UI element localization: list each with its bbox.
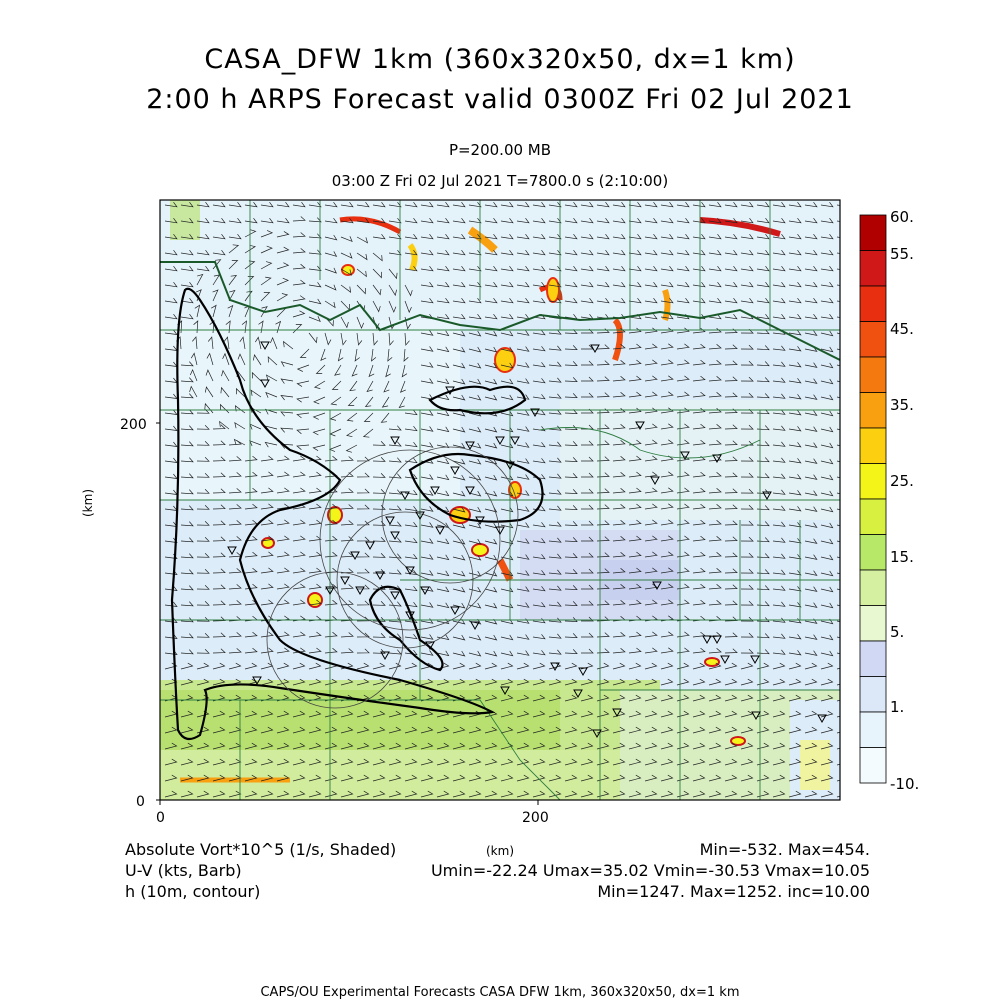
y-tick-label: 0 — [136, 794, 145, 810]
colorbar-swatch — [860, 748, 886, 784]
credit-line: CAPS/OU Experimental Forecasts CASA DFW 1km, 360x320x50, dx=1 km — [260, 985, 740, 1000]
legend-field1: Absolute Vort*10^5 (1/s, Shaded) — [125, 840, 397, 859]
colorbar-swatch — [860, 570, 886, 606]
colorbar-label: 35. — [890, 396, 914, 414]
valid-time-label: 03:00 Z Fri 02 Jul 2021 T=7800.0 s (2:10:00) — [331, 172, 669, 190]
figure-title-line1: CASA_DFW 1km (360x320x50, dx=1 km) — [204, 44, 796, 75]
colorbar-swatch — [860, 712, 886, 748]
x-tick-label: 200 — [522, 810, 549, 826]
colorbar-label: 25. — [890, 472, 914, 490]
colorbar-label: 60. — [890, 208, 914, 226]
colorbar-swatch — [860, 535, 886, 571]
pressure-level-label: P=200.00 MB — [448, 141, 552, 159]
legend-field3: h (10m, contour) — [125, 882, 261, 901]
x-axis-units: (km) — [486, 844, 515, 858]
legend-stats2: Umin=-22.24 Umax=35.02 Vmin=-30.53 Vmax=10.05 — [430, 861, 870, 880]
colorbar — [860, 215, 886, 783]
legend-field2: U-V (kts, Barb) — [125, 861, 242, 880]
colorbar-swatch — [860, 606, 886, 642]
colorbar-label: -10. — [890, 775, 920, 793]
colorbar-swatch — [860, 286, 886, 322]
colorbar-label: 15. — [890, 548, 914, 566]
colorbar-swatch — [860, 499, 886, 535]
colorbar-labels — [890, 208, 919, 793]
colorbar-swatch — [860, 428, 886, 464]
colorbar-swatch — [860, 357, 886, 393]
colorbar-label: 45. — [890, 320, 914, 338]
colorbar-swatch — [860, 677, 886, 713]
y-tick-label: 200 — [120, 417, 147, 433]
colorbar-swatch — [860, 251, 886, 287]
x-tick-label: 0 — [156, 810, 165, 826]
colorbar-swatch — [860, 393, 886, 429]
legend-stats3: Min=1247. Max=1252. inc=10.00 — [597, 882, 870, 901]
colorbar-label: 55. — [890, 245, 914, 263]
colorbar-swatch — [860, 215, 886, 251]
figure-title-line2: 2:00 h ARPS Forecast valid 0300Z Fri 02 Jul 2021 — [146, 84, 854, 115]
colorbar-label: 1. — [890, 698, 905, 716]
colorbar-label: 5. — [890, 623, 905, 641]
legend-stats1: Min=-532. Max=454. — [699, 840, 870, 859]
colorbar-swatch — [860, 322, 886, 358]
colorbar-swatch — [860, 641, 886, 677]
colorbar-swatch — [860, 464, 886, 500]
y-axis-label: (km) — [81, 488, 95, 517]
